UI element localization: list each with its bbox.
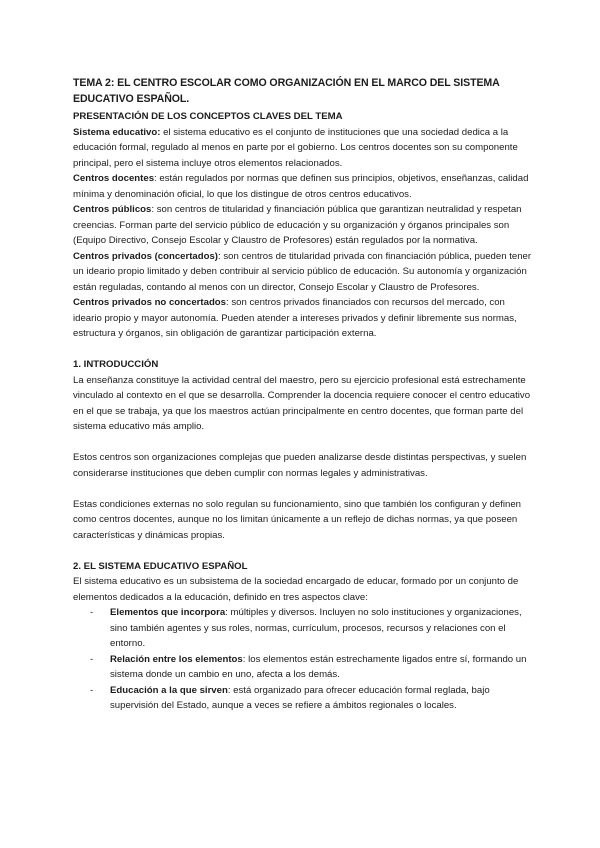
definition-term: Centros docentes — [73, 173, 155, 184]
list-item — [73, 652, 533, 683]
section-1-paragraph: La enseñanza constituye la actividad central del maestro, pero su ejercicio profesional está estrechamente vinculado al contexto en el que se desarrolla. Comprender la docencia requiere conocer el centro educativo en el que se trabaja, ya que los maestros actúan principalmente en centro docentes, que forman parte del sistema educativo más amplio. — [73, 374, 531, 432]
presentation-heading: PRESENTACIÓN DE LOS CONCEPTOS CLAVES DEL TEMA — [73, 111, 343, 122]
aspects-list — [73, 605, 533, 714]
dash-bullet: - — [90, 684, 94, 696]
definition-text: : son centros privados financiados con recursos del mercado, con ideario propio y mayor autonomía. Pueden atender a intereses privados y definir libremente sus normas, estructura y órganos, sin obligación de garantizar participación externa. — [73, 297, 517, 339]
list-item-term: Educación a la que sirven — [110, 684, 228, 696]
spacer — [73, 543, 533, 559]
section-1-paragraph: Estos centros son organizaciones complejas que pueden analizarse desde distintas perspectivas, y suelen considerarse instituciones que deben cumplir con normas legales y administrativas. — [73, 452, 527, 479]
section-1-heading: 1. INTRODUCCIÓN — [73, 359, 159, 370]
definition-text: el sistema educativo es el conjunto de instituciones que una sociedad dedica a la educación formal, regulado al menos en parte por el gobierno. Los centros docentes son su componente principal, pero el sistema incluye otros elementos relacionados. — [73, 126, 518, 169]
document-title: TEMA 2: EL CENTRO ESCOLAR COMO ORGANIZACIÓN EN EL MARCO DEL SISTEMA EDUCATIVO ESPAÑOL. — [73, 77, 500, 105]
definition-term: Centros privados (concertados) — [73, 250, 219, 262]
spacer — [73, 342, 533, 358]
list-item — [73, 605, 533, 652]
definition-text: : son centros de titularidad privada con financiación pública, pueden tener un ideario propio limitado y deben contribuir al servicio público de educación. Su autonomía y organización están reguladas, contando al menos con un director, Consejo Escolar y Claustro de Profesores. — [73, 250, 532, 293]
definition-term: Centros públicos — [73, 204, 152, 215]
definition-centros-concertados — [73, 249, 533, 296]
list-item-term: Elementos que incorpora — [110, 607, 226, 618]
list-item-text: : los elementos están estrechamente ligados entre sí, formando un sistema donde un cambio en uno, afecta a los demás. — [110, 653, 527, 680]
list-item-text: : múltiples y diversos. Incluyen no solo instituciones y organizaciones, sino también agentes y sus roles, normas, currículum, procesos, recursos y relaciones con el entorno. — [110, 607, 522, 649]
list-item-term: Relación entre los elementos — [110, 653, 243, 665]
document-page — [73, 76, 533, 714]
definition-centros-no-concertados — [73, 295, 533, 342]
definition-term: Centros privados no concertados — [73, 297, 226, 308]
definition-term: Sistema educativo: — [73, 126, 161, 138]
section-2-heading: 2. EL SISTEMA EDUCATIVO ESPAÑOL — [73, 560, 248, 572]
list-item — [73, 683, 533, 714]
section-1-paragraph: Estas condiciones externas no solo regulan su funcionamiento, sino que también los configuran y definen como centros docentes, aunque no los limitan únicamente a un reflejo de dichas normas, ya que poseen características y dinámicas propias. — [73, 498, 521, 541]
dash-bullet: - — [90, 653, 94, 665]
definition-centros-publicos — [73, 202, 533, 249]
definition-text: : están regulados por normas que definen sus principios, objetivos, enseñanzas, calidad mínima y denominación oficial, lo que los distingue de otros centros educativos. — [73, 173, 529, 200]
spacer — [73, 481, 533, 497]
spacer — [73, 435, 533, 451]
dash-bullet: - — [90, 607, 94, 618]
definition-centros-docentes — [73, 171, 533, 202]
list-item-text: : está organizado para ofrecer educación formal reglada, bajo supervisión del Estado, aunque a veces se refiere a ámbitos regionales o locales. — [110, 684, 490, 711]
definition-sistema-educativo — [73, 125, 533, 172]
definition-text: : son centros de titularidad y financiación pública que garantizan neutralidad y respetan creencias. Forman parte del servicio público de educación y su organización y órganos principales son (Equipo Directivo, Consejo Escolar y Claustro de Profesores) están regulados por la normativa. — [73, 204, 522, 246]
section-2-intro: El sistema educativo es un subsistema de la sociedad encargado de educar, formado por un conjunto de elementos dedicados a la educación, definido en tres aspectos clave: — [73, 576, 519, 603]
